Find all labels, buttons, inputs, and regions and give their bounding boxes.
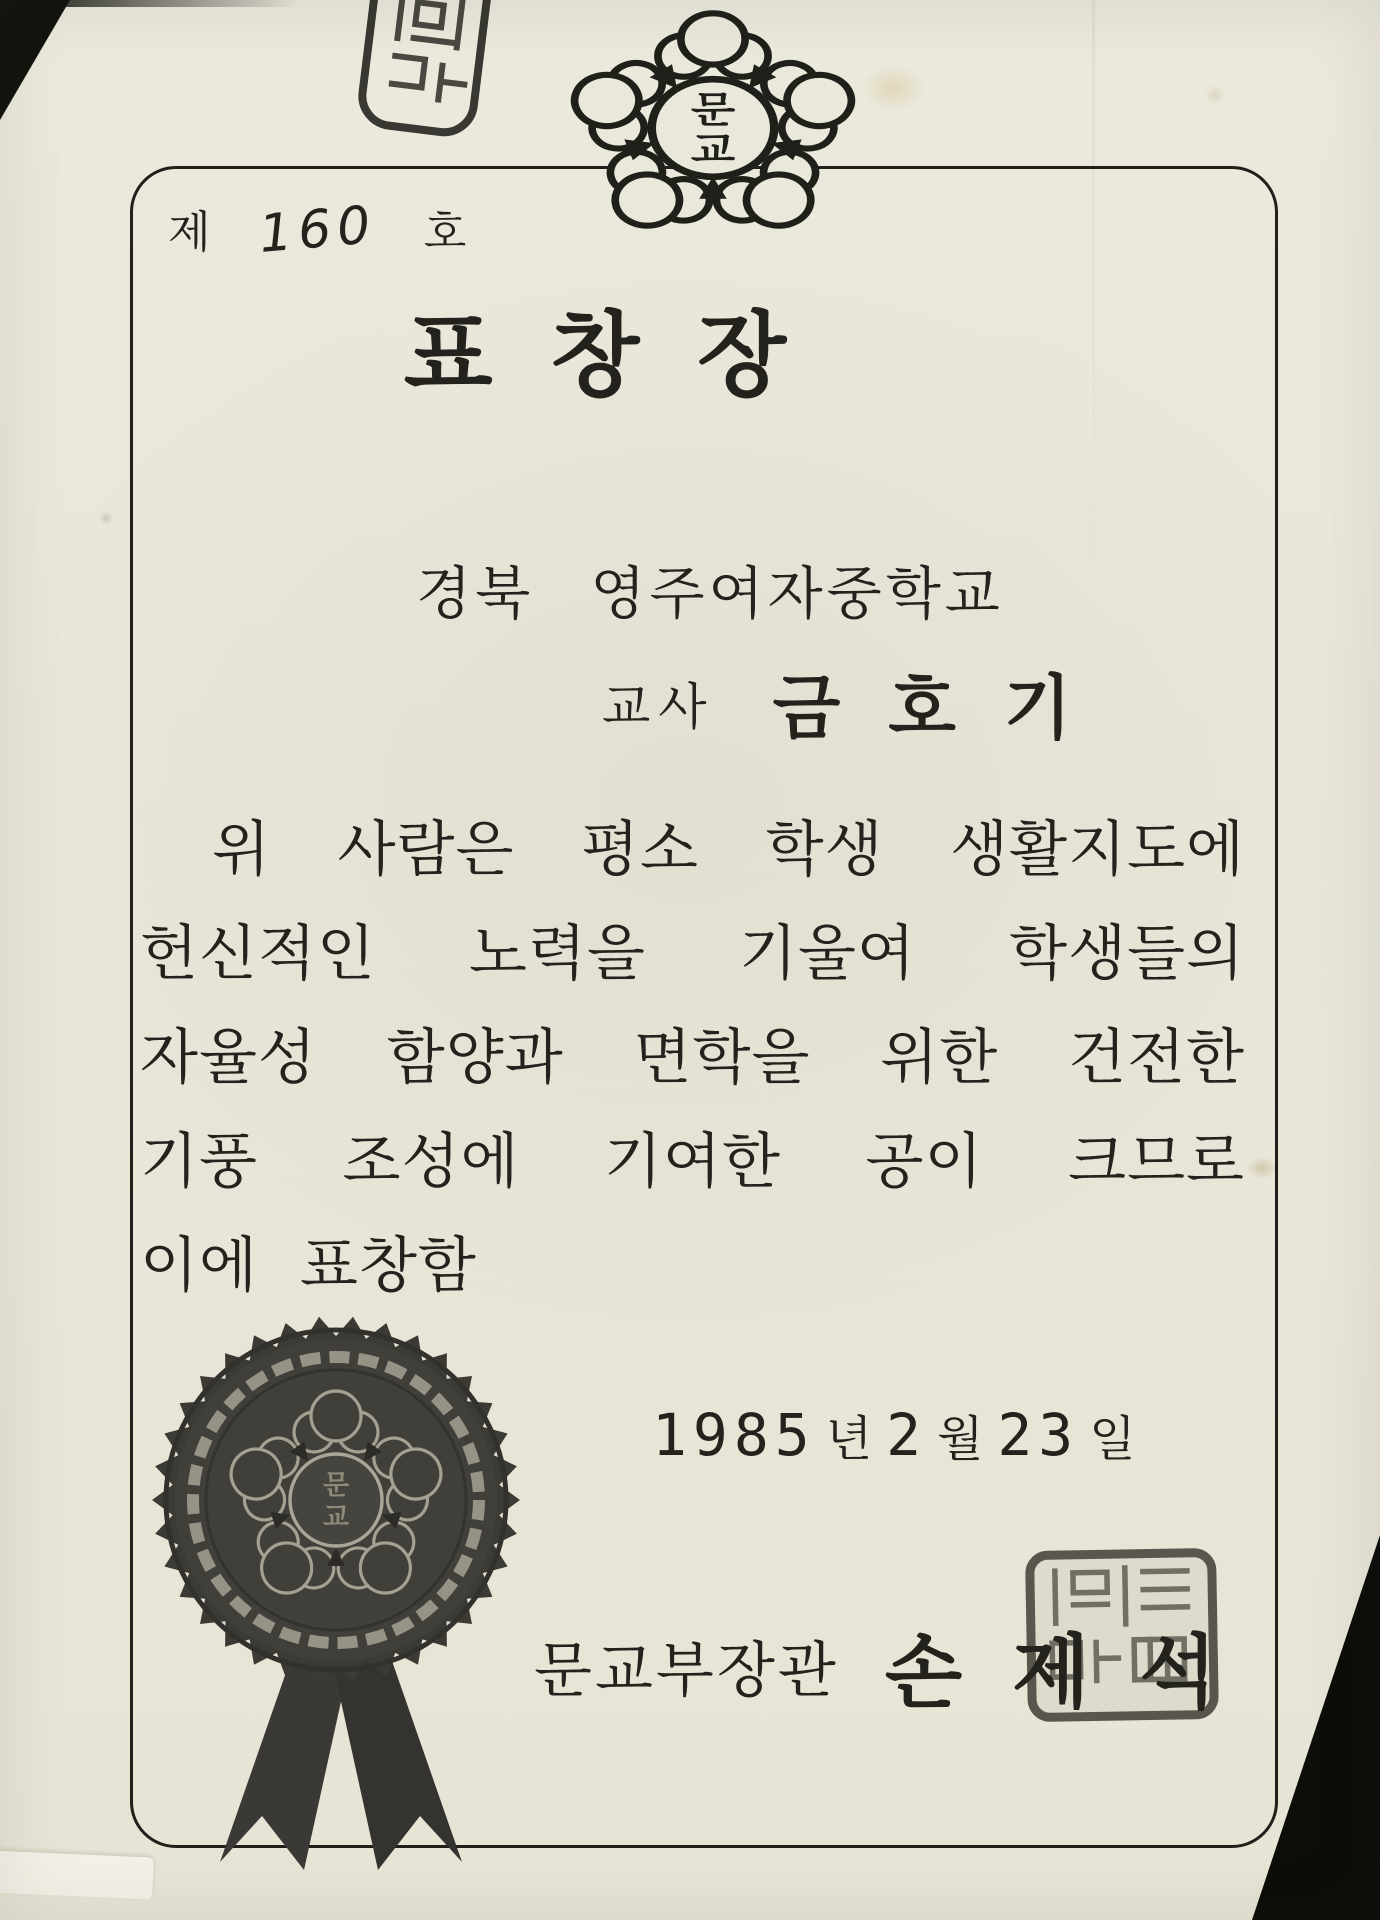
date-day: 23 xyxy=(997,1401,1080,1469)
emblem-char-top: 문 xyxy=(690,87,736,131)
issuer-name: 손제석 xyxy=(884,1626,1267,1719)
body-line-4: 기풍 조성에 기여한 공이 크므로 xyxy=(140,1127,1245,1197)
certificate-title: 표창장 xyxy=(403,302,845,409)
date-year: 1985 xyxy=(652,1401,816,1469)
scan-edge-top xyxy=(0,0,300,7)
scan-corner-top-left xyxy=(0,0,70,120)
body-line-2: 헌신적인 노력을 기울여 학생들의 xyxy=(140,919,1245,989)
paper-tear-bottom-left xyxy=(0,1850,154,1899)
registry-stamp-icon xyxy=(350,0,508,148)
issue-date xyxy=(652,1400,1150,1469)
issuer-signature-line xyxy=(534,1608,1267,1723)
ministry-emblem-icon xyxy=(560,6,866,250)
date-month-unit: 월 xyxy=(936,1411,984,1467)
recipient-line xyxy=(602,652,1119,753)
date-month: 2 xyxy=(886,1401,927,1469)
serial-number: 160 xyxy=(256,195,379,265)
recipient-role: 교사 xyxy=(602,677,715,736)
serial-number-line xyxy=(168,195,467,265)
emblem-char-bottom: 교 xyxy=(690,127,736,171)
recipient-name: 금호기 xyxy=(772,667,1120,749)
date-year-unit: 년 xyxy=(825,1411,873,1467)
paper-crease xyxy=(1092,0,1095,580)
body-line-5: 이에 표창함 xyxy=(140,1231,477,1301)
date-day-unit: 일 xyxy=(1089,1411,1136,1467)
rosette-emblem-char-top: 문 xyxy=(322,1470,350,1501)
embossed-rosette-seal-icon xyxy=(146,1310,528,1870)
serial-prefix: 제 xyxy=(168,207,211,258)
serial-suffix: 호 xyxy=(423,207,467,258)
recipient-school: 경북 영주여자중학교 xyxy=(416,561,1004,627)
body-line-3: 자율성 함양과 면학을 위한 건전한 xyxy=(140,1023,1245,1093)
issuer-title: 문교부장관 xyxy=(534,1635,839,1706)
rosette-emblem-char-bottom: 교 xyxy=(322,1502,350,1533)
body-line-1: 위 사람은 평소 학생 생활지도에 xyxy=(212,815,1245,885)
